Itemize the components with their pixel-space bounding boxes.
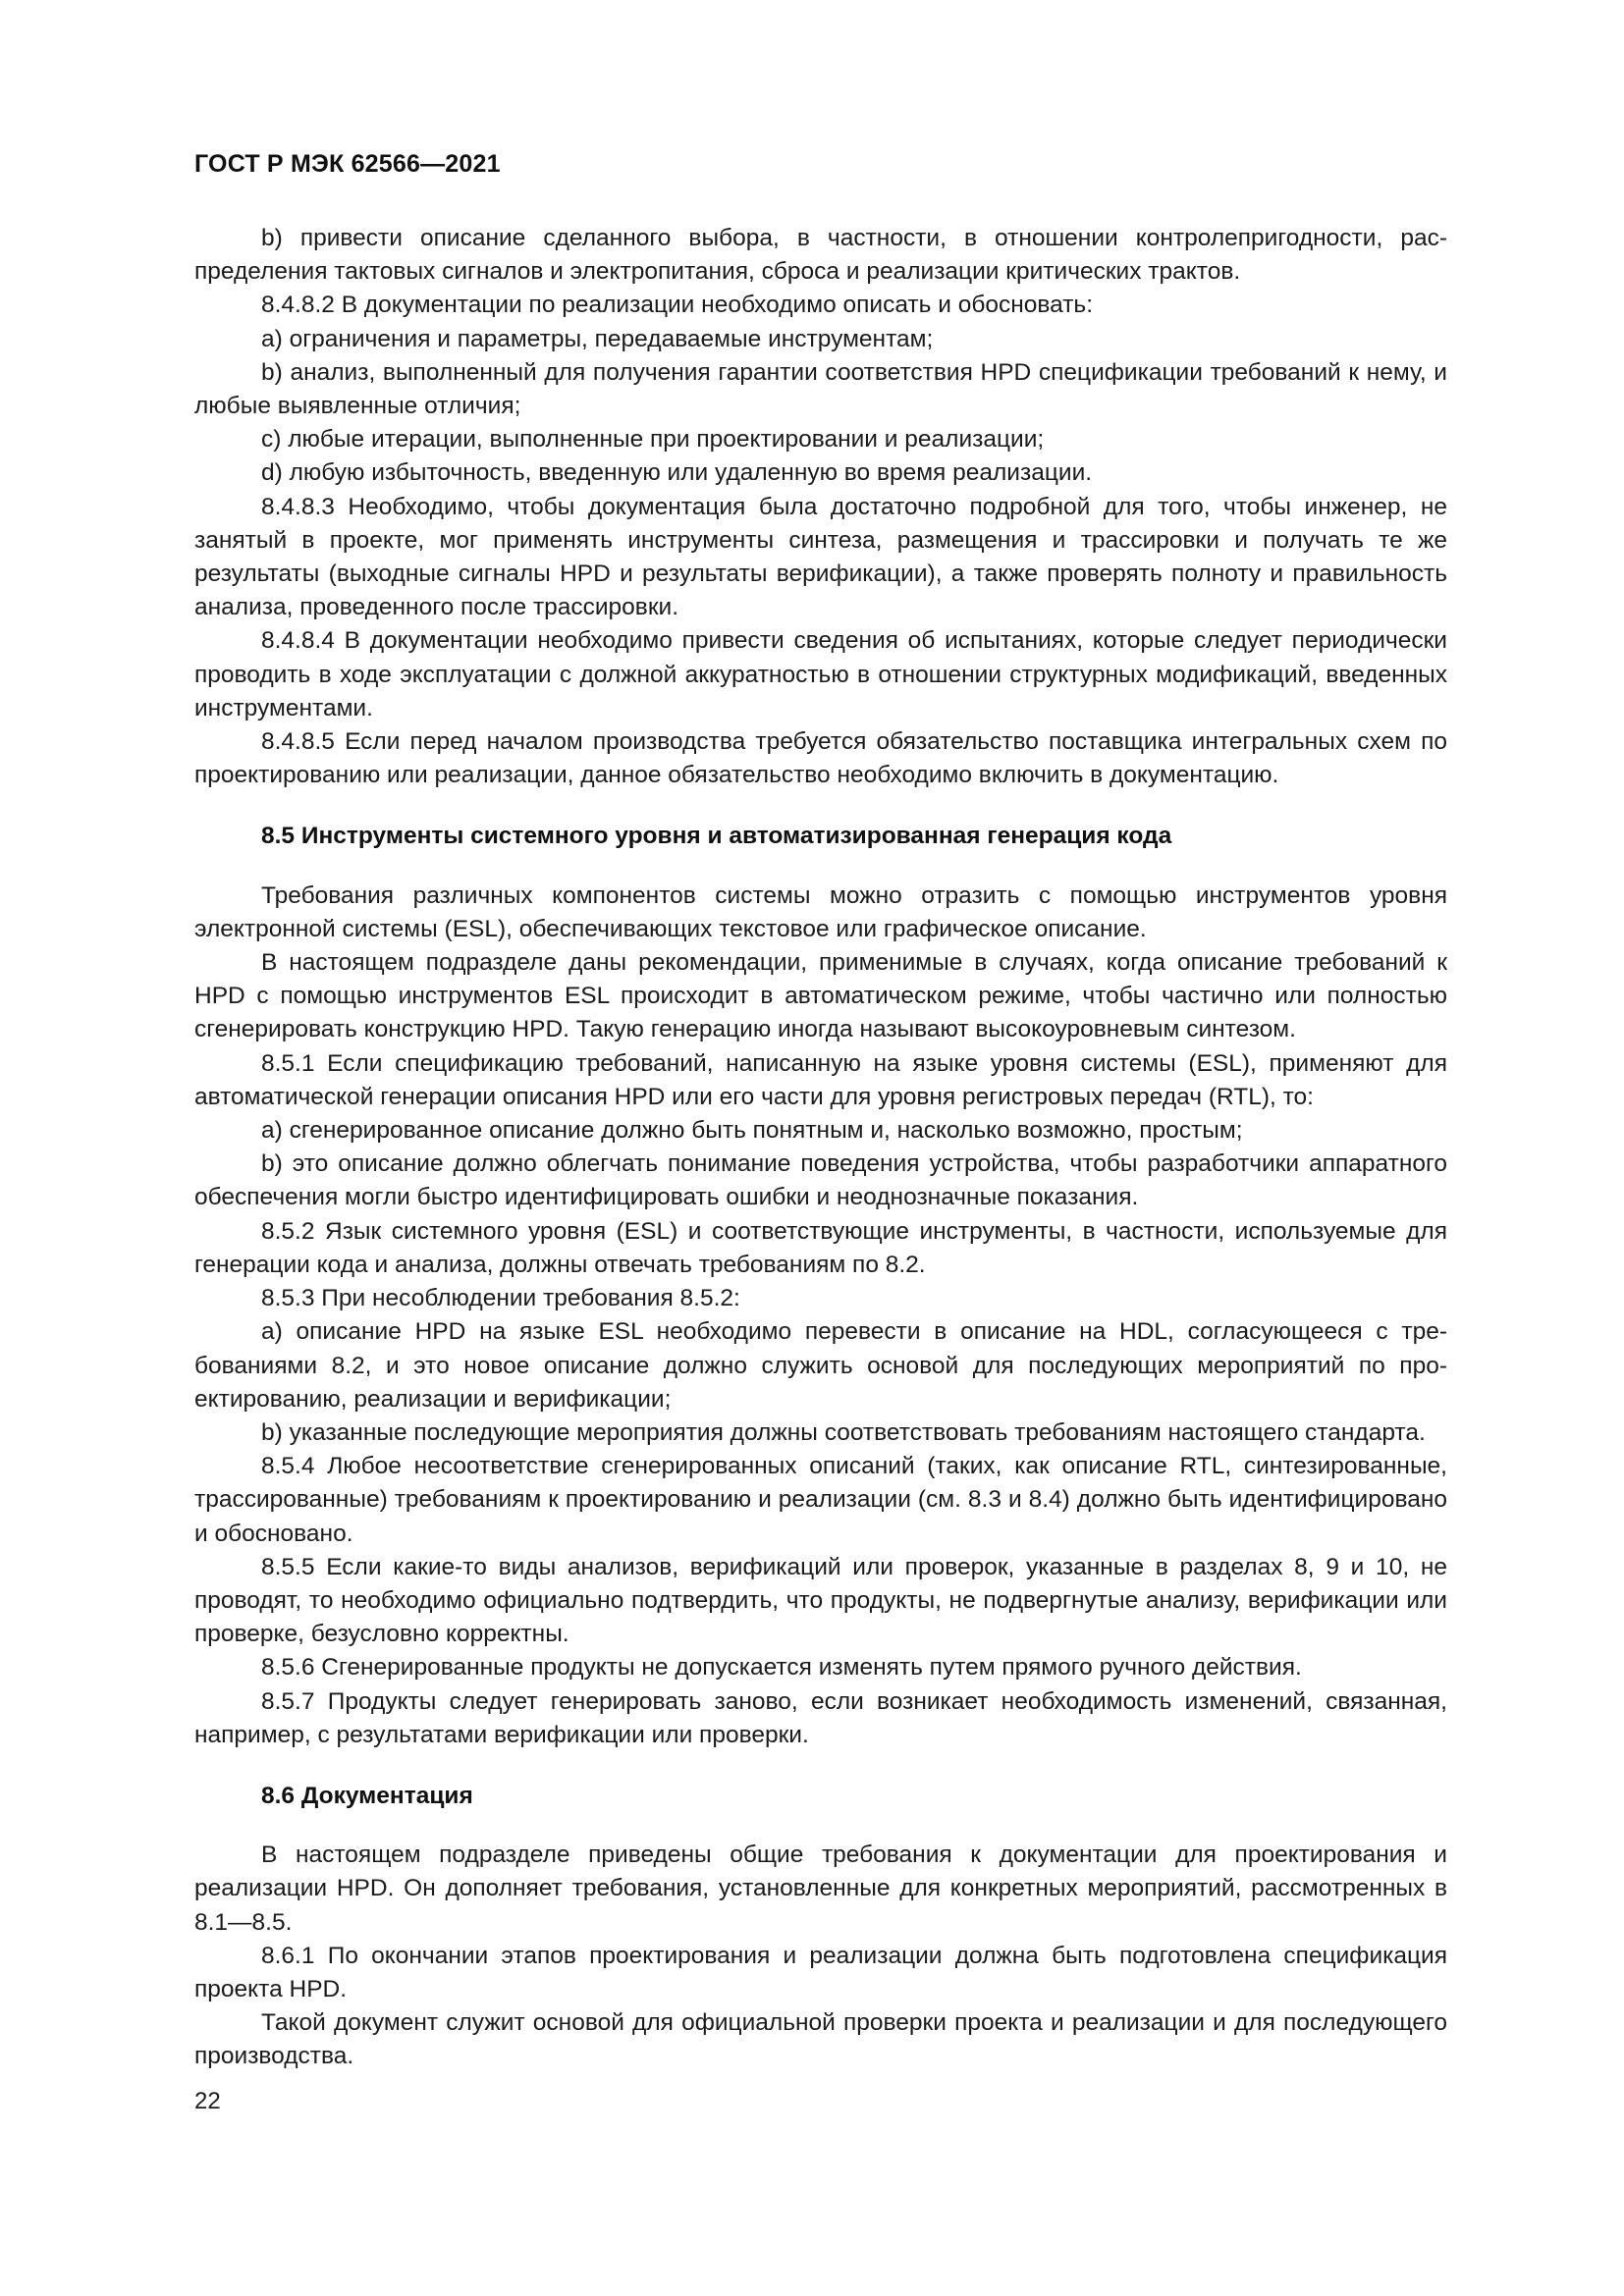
paragraph: 8.6.1 По окончании этапов проектирования и реализации должна быть подготовлена спецификация проекта HPD. <box>194 1942 1447 2002</box>
paragraph: 8.5.6 Сгенерированные продукты не допускается изменять путем прямого ручного действия. <box>261 1654 1302 1682</box>
paragraph: Такой документ служит основой для официальной проверки проекта и реализации и для последующего производства. <box>194 2009 1447 2070</box>
paragraph: 8.5.4 Любое несоответствие сгенерированных описаний (таких, как описание RTL, синтезированные, трассированные) требованиям к проектированию и реализации (см. 8.3 и 8.4) должно быть идентифицировано и обосновано. <box>194 1453 1447 1547</box>
paragraph: 8.5.2 Язык системного уровня (ESL) и соответствующие инструменты, в частности, используемые для генерации кода и анализа, должны отвечать требованиям по 8.2. <box>194 1217 1447 1278</box>
paragraph: 8.5.5 Если какие-то виды анализов, верификаций или проверок, указанные в разделах 8, 9 и 10, не проводят, то необходимо официально подтвердить, что продукты, не подвергнутые анализу, верификации или проверке, безусловно корректны. <box>194 1553 1447 1648</box>
paragraph: В настоящем подразделе приведены общие требования к документации для проектирования и реализации HPD. Он дополняет требования, установленные для конкретных мероприятий, рассмотренных в 8.1—8.5. <box>194 1842 1447 1936</box>
page-header-standard-id: ГОСТ Р МЭК 62566—2021 <box>194 150 501 178</box>
paragraph: 8.4.8.4 В документации необходимо привести сведения об испытаниях, которые следует периодически проводить в ходе эксплуатации с должной аккуратностью в отношении структурных модификаций, введенных инструментами. <box>194 627 1447 721</box>
list-item: c) любые итерации, выполненные при проектировании и реализации; <box>261 426 1045 454</box>
list-item: b) это описание должно облегчать понимание поведения устройства, чтобы разработчики аппаратного обеспечения могли быстро идентифицировать ошибки и неоднозначные показания. <box>194 1150 1447 1211</box>
list-item: a) ограничения и параметры, передаваемые инструментам; <box>261 325 934 352</box>
list-item: b) анализ, выполненный для получения гарантии соответствия HPD спецификации требований к нему, и любые выявленные отличия; <box>194 358 1447 420</box>
paragraph: b) привести описание сделанного выбора, в частности, в отношении контролепригодности, распределения тактовых сигналов и электропитания, сброса и реализации критических трактов. <box>194 225 1447 286</box>
paragraph: 8.4.8.3 Необходимо, чтобы документация была достаточно подробной для того, чтобы инженер, не занятый в проекте, мог применять инструменты синтеза, размещения и трассировки и получать те же результаты (выходные сигналы HPD и результаты верификации), а также проверять полноту и правильность анализа, проведенного после трассировки. <box>194 493 1447 621</box>
paragraph: 8.5.3 При несоблюдении требования 8.5.2: <box>261 1285 740 1312</box>
paragraph: 8.4.8.5 Если перед началом производства требуется обязательство поставщика интегральных схем по проектированию или реализации, данное обязательство необходимо включить в документацию. <box>194 728 1447 789</box>
paragraph: 8.5.7 Продукты следует генерировать заново, если возникает необходимость изменений, связанная, например, с результатами верификации или проверки. <box>194 1687 1447 1748</box>
paragraph: 8.4.8.2 В документации по реализации необходимо описать и обосновать: <box>261 292 1094 319</box>
list-item: b) указанные последующие мероприятия должны соответствовать требованиям настоящего стандарта. <box>261 1418 1426 1446</box>
page-number: 22 <box>194 2088 221 2114</box>
list-item: d) любую избыточность, введенную или удаленную во время реализации. <box>261 459 1093 487</box>
paragraph: В настоящем подразделе даны рекомендации, применимые в случаях, когда описание требований к HPD с помощью инструментов ESL происходит в автоматическом режиме, чтобы частично или полностью сгенерировать конструкцию HPD. Такую генерацию иногда называют высокоуровневым синтезом. <box>194 949 1447 1043</box>
section-heading-8-5: 8.5 Инструменты системного уровня и автоматизированная генерация кода <box>261 823 1172 850</box>
document-body <box>194 222 1447 2074</box>
section-heading-8-6: 8.6 Документация <box>261 1782 473 1809</box>
paragraph: Требования различных компонентов системы можно отразить с помощью инструментов уровня электронной системы (ESL), обеспечивающих текстовое или графическое описание. <box>194 881 1447 942</box>
list-item: a) сгенерированное описание должно быть понятным и, насколько возможно, простым; <box>261 1117 1243 1145</box>
list-item: a) описание HPD на языке ESL необходимо перевести в описание на HDL, согласующееся с требованиями 8.2, и это новое описание должно служить основой для последующих мероприятий по проектированию, реализации и верификации; <box>194 1318 1447 1413</box>
paragraph: 8.5.1 Если спецификацию требований, написанную на языке уровня системы (ESL), применяют для автоматической генерации описания HPD или его части для уровня регистровых передач (RTL), то: <box>194 1049 1447 1110</box>
